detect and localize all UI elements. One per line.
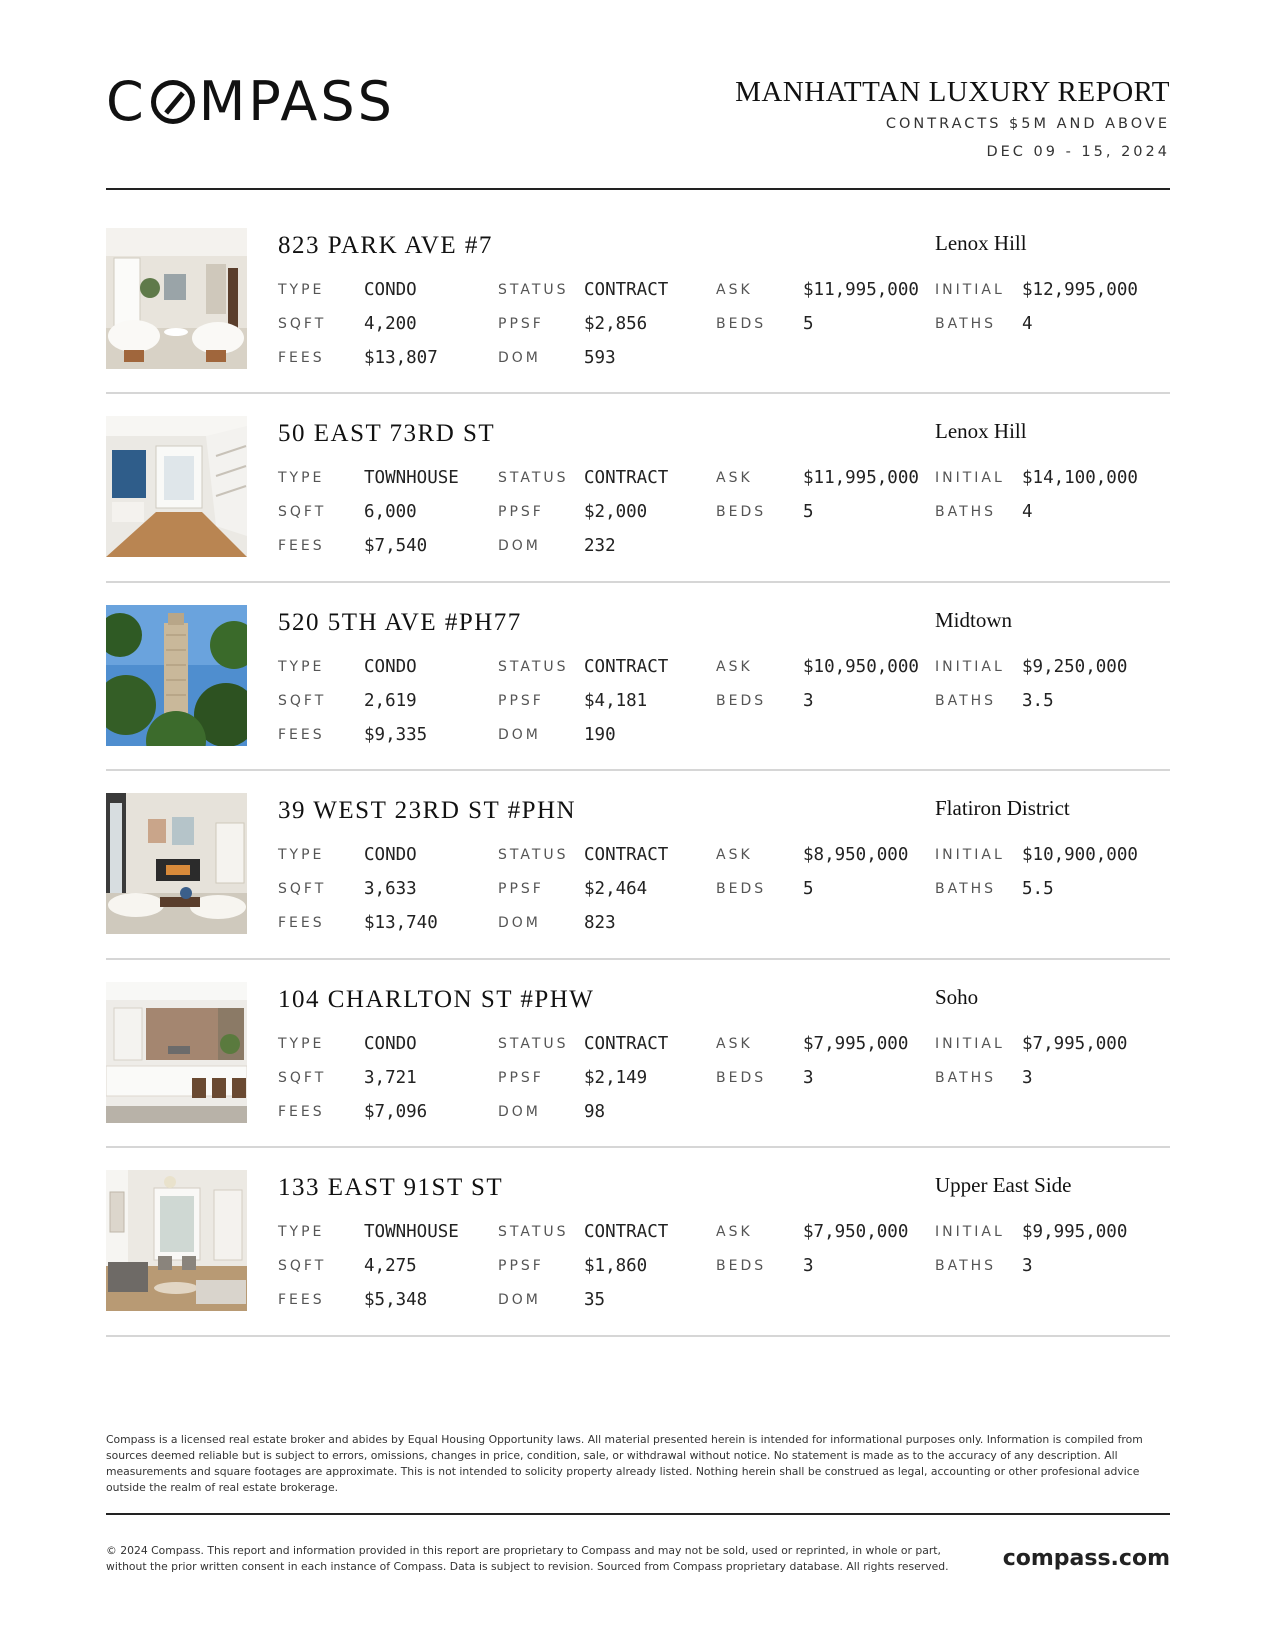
baths-value: 4 bbox=[1022, 502, 1033, 522]
baths-label: BATHS bbox=[935, 1070, 997, 1086]
ppsf-value: $4,181 bbox=[584, 691, 648, 711]
listing-address: 823 PARK AVE #7 bbox=[278, 232, 493, 259]
status-label: STATUS bbox=[498, 282, 569, 298]
baths-value: 3 bbox=[1022, 1256, 1033, 1276]
beds-value: 3 bbox=[803, 691, 814, 711]
listing-address: 39 WEST 23RD ST #PHN bbox=[278, 797, 577, 824]
dom-value: 98 bbox=[584, 1102, 606, 1122]
ask-value: $11,995,000 bbox=[803, 468, 919, 488]
type-value: CONDO bbox=[364, 280, 417, 300]
beds-label: BEDS bbox=[716, 1258, 767, 1274]
dom-label: DOM bbox=[498, 1104, 541, 1120]
sqft-value: 3,633 bbox=[364, 879, 417, 899]
report-subtitle: CONTRACTS $5M AND ABOVE bbox=[885, 116, 1170, 132]
initial-label: INITIAL bbox=[935, 470, 1005, 486]
sqft-label: SQFT bbox=[278, 693, 327, 709]
ask-value: $8,950,000 bbox=[803, 845, 909, 865]
listing bbox=[106, 605, 1170, 747]
baths-label: BATHS bbox=[935, 316, 997, 332]
ask-label: ASK bbox=[716, 282, 753, 298]
listing-address: 520 5TH AVE #PH77 bbox=[278, 609, 522, 636]
listing-neighborhood: Flatiron District bbox=[935, 796, 1070, 820]
baths-value: 3 bbox=[1022, 1068, 1033, 1088]
sqft-label: SQFT bbox=[278, 316, 327, 332]
living-room-photo bbox=[106, 228, 247, 369]
compass-o-icon bbox=[151, 80, 195, 124]
ppsf-label: PPSF bbox=[498, 316, 544, 332]
beds-label: BEDS bbox=[716, 693, 767, 709]
status-label: STATUS bbox=[498, 470, 569, 486]
beds-value: 5 bbox=[803, 879, 814, 899]
initial-label: INITIAL bbox=[935, 659, 1005, 675]
beds-label: BEDS bbox=[716, 881, 767, 897]
ask-label: ASK bbox=[716, 847, 753, 863]
dom-value: 823 bbox=[584, 913, 616, 933]
listing bbox=[106, 416, 1170, 558]
status-label: STATUS bbox=[498, 1224, 569, 1240]
listing-address: 50 EAST 73RD ST bbox=[278, 420, 496, 447]
dom-value: 232 bbox=[584, 536, 616, 556]
dom-label: DOM bbox=[498, 538, 541, 554]
listing-address: 104 CHARLTON ST #PHW bbox=[278, 986, 595, 1013]
dom-value: 35 bbox=[584, 1290, 606, 1310]
baths-label: BATHS bbox=[935, 881, 997, 897]
listing-photo bbox=[106, 982, 247, 1123]
ask-value: $10,950,000 bbox=[803, 657, 919, 677]
type-label: TYPE bbox=[278, 659, 325, 675]
fees-value: $7,540 bbox=[364, 536, 428, 556]
ppsf-value: $1,860 bbox=[584, 1256, 648, 1276]
ppsf-value: $2,000 bbox=[584, 502, 648, 522]
ppsf-label: PPSF bbox=[498, 1258, 544, 1274]
listing-photo bbox=[106, 605, 247, 746]
sqft-value: 2,619 bbox=[364, 691, 417, 711]
ask-value: $7,995,000 bbox=[803, 1034, 909, 1054]
type-label: TYPE bbox=[278, 1036, 325, 1052]
compass-logo: C MPASS bbox=[106, 70, 395, 133]
fees-value: $9,335 bbox=[364, 725, 428, 745]
dom-value: 593 bbox=[584, 348, 616, 368]
baths-label: BATHS bbox=[935, 504, 997, 520]
initial-value: $9,995,000 bbox=[1022, 1222, 1128, 1242]
type-label: TYPE bbox=[278, 282, 325, 298]
status-label: STATUS bbox=[498, 1036, 569, 1052]
dom-label: DOM bbox=[498, 350, 541, 366]
fees-value: $13,740 bbox=[364, 913, 438, 933]
type-label: TYPE bbox=[278, 847, 325, 863]
report-date-range: DEC 09 - 15, 2024 bbox=[986, 144, 1170, 160]
sqft-label: SQFT bbox=[278, 1070, 327, 1086]
sqft-label: SQFT bbox=[278, 881, 327, 897]
type-value: CONDO bbox=[364, 657, 417, 677]
ppsf-value: $2,856 bbox=[584, 314, 648, 334]
listing-divider bbox=[106, 958, 1170, 960]
beds-value: 5 bbox=[803, 314, 814, 334]
fees-label: FEES bbox=[278, 538, 325, 554]
listing-divider bbox=[106, 581, 1170, 583]
listing-neighborhood: Upper East Side bbox=[935, 1173, 1072, 1197]
ppsf-label: PPSF bbox=[498, 693, 544, 709]
listing-neighborhood: Lenox Hill bbox=[935, 419, 1027, 443]
listing-divider bbox=[106, 769, 1170, 771]
fees-label: FEES bbox=[278, 350, 325, 366]
status-value: CONTRACT bbox=[584, 845, 669, 865]
baths-value: 4 bbox=[1022, 314, 1033, 334]
baths-label: BATHS bbox=[935, 1258, 997, 1274]
fees-value: $5,348 bbox=[364, 1290, 428, 1310]
initial-value: $9,250,000 bbox=[1022, 657, 1128, 677]
initial-label: INITIAL bbox=[935, 282, 1005, 298]
listing-photo bbox=[106, 1170, 247, 1311]
fees-label: FEES bbox=[278, 1104, 325, 1120]
ppsf-value: $2,464 bbox=[584, 879, 648, 899]
listing-photo bbox=[106, 228, 247, 369]
listing bbox=[106, 228, 1170, 370]
footer-divider bbox=[106, 1513, 1170, 1515]
status-value: CONTRACT bbox=[584, 280, 669, 300]
fees-label: FEES bbox=[278, 915, 325, 931]
beds-label: BEDS bbox=[716, 316, 767, 332]
initial-value: $7,995,000 bbox=[1022, 1034, 1128, 1054]
type-value: TOWNHOUSE bbox=[364, 468, 459, 488]
ppsf-label: PPSF bbox=[498, 504, 544, 520]
beds-label: BEDS bbox=[716, 1070, 767, 1086]
disclaimer-text: Compass is a licensed real estate broker and abides by Equal Housing Opportunity laws. All material presented herein is intended for informational purposes only. Information is compiled from sources deemed reliable but is subject to errors, omissions, changes in price, condition, sale, or withdrawal without notice. No statement is made as to the accuracy of any description. All measurements and square footages are approximate. This is not intended to solicity property already listed. Nothing herein shall be construed as legal, accounting or other profesional advice outside the realm of real estate brokerage. bbox=[106, 1433, 1143, 1494]
ask-label: ASK bbox=[716, 1036, 753, 1052]
status-value: CONTRACT bbox=[584, 1222, 669, 1242]
hallway-photo bbox=[106, 416, 247, 557]
fees-value: $7,096 bbox=[364, 1102, 428, 1122]
dom-value: 190 bbox=[584, 725, 616, 745]
initial-value: $12,995,000 bbox=[1022, 280, 1138, 300]
dom-label: DOM bbox=[498, 915, 541, 931]
fees-label: FEES bbox=[278, 727, 325, 743]
fees-value: $13,807 bbox=[364, 348, 438, 368]
status-value: CONTRACT bbox=[584, 1034, 669, 1054]
type-value: CONDO bbox=[364, 1034, 417, 1054]
listing-divider bbox=[106, 1335, 1170, 1337]
dom-label: DOM bbox=[498, 1292, 541, 1308]
initial-value: $14,100,000 bbox=[1022, 468, 1138, 488]
listing-photo bbox=[106, 793, 247, 934]
dom-label: DOM bbox=[498, 727, 541, 743]
beds-value: 3 bbox=[803, 1256, 814, 1276]
beds-label: BEDS bbox=[716, 504, 767, 520]
initial-label: INITIAL bbox=[935, 1036, 1005, 1052]
type-label: TYPE bbox=[278, 470, 325, 486]
type-value: TOWNHOUSE bbox=[364, 1222, 459, 1242]
status-label: STATUS bbox=[498, 659, 569, 675]
initial-label: INITIAL bbox=[935, 847, 1005, 863]
listing-photo bbox=[106, 416, 247, 557]
listing bbox=[106, 1170, 1170, 1312]
listing-address: 133 EAST 91ST ST bbox=[278, 1174, 504, 1201]
beds-value: 5 bbox=[803, 502, 814, 522]
initial-label: INITIAL bbox=[935, 1224, 1005, 1240]
baths-value: 3.5 bbox=[1022, 691, 1054, 711]
status-label: STATUS bbox=[498, 847, 569, 863]
kitchen-photo bbox=[106, 982, 247, 1123]
ask-value: $11,995,000 bbox=[803, 280, 919, 300]
baths-value: 5.5 bbox=[1022, 879, 1054, 899]
sqft-label: SQFT bbox=[278, 1258, 327, 1274]
ask-value: $7,950,000 bbox=[803, 1222, 909, 1242]
ppsf-label: PPSF bbox=[498, 1070, 544, 1086]
ppsf-value: $2,149 bbox=[584, 1068, 648, 1088]
listing-divider bbox=[106, 392, 1170, 394]
type-label: TYPE bbox=[278, 1224, 325, 1240]
report-page bbox=[106, 0, 1170, 1650]
living-room-photo bbox=[106, 1170, 247, 1311]
fees-label: FEES bbox=[278, 1292, 325, 1308]
ask-label: ASK bbox=[716, 1224, 753, 1240]
living-room-photo bbox=[106, 793, 247, 934]
copyright-text: © 2024 Compass. This report and information provided in this report are proprietary to Compass and may not be sold, used or reprinted, in whole or part, without the prior written consent in each instance of Compass. Data is subject to revision. Sourced from Compass proprietary database. All rights reserved. bbox=[106, 1544, 949, 1573]
sqft-value: 4,200 bbox=[364, 314, 417, 334]
sqft-value: 3,721 bbox=[364, 1068, 417, 1088]
listing-neighborhood: Soho bbox=[935, 985, 979, 1009]
website-link[interactable]: compass.com bbox=[1002, 1546, 1170, 1571]
beds-value: 3 bbox=[803, 1068, 814, 1088]
baths-label: BATHS bbox=[935, 693, 997, 709]
ask-label: ASK bbox=[716, 470, 753, 486]
header-divider bbox=[106, 188, 1170, 190]
tower-photo bbox=[106, 605, 247, 746]
initial-value: $10,900,000 bbox=[1022, 845, 1138, 865]
status-value: CONTRACT bbox=[584, 657, 669, 677]
ppsf-label: PPSF bbox=[498, 881, 544, 897]
listing bbox=[106, 982, 1170, 1124]
sqft-value: 6,000 bbox=[364, 502, 417, 522]
report-title: MANHATTAN LUXURY REPORT bbox=[735, 76, 1170, 108]
type-value: CONDO bbox=[364, 845, 417, 865]
status-value: CONTRACT bbox=[584, 468, 669, 488]
sqft-value: 4,275 bbox=[364, 1256, 417, 1276]
listing-neighborhood: Midtown bbox=[935, 608, 1013, 632]
ask-label: ASK bbox=[716, 659, 753, 675]
listing-neighborhood: Lenox Hill bbox=[935, 231, 1027, 255]
listing-divider bbox=[106, 1146, 1170, 1148]
sqft-label: SQFT bbox=[278, 504, 327, 520]
listing bbox=[106, 793, 1170, 935]
